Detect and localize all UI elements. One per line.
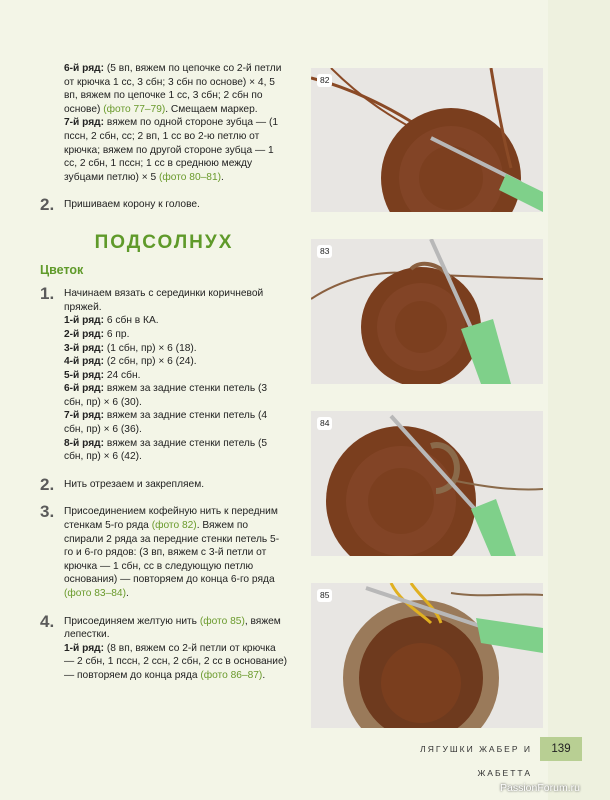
row-text: вяжем за задние стенки петель (5 сбн, пр) × 6 (42). bbox=[64, 437, 268, 463]
row-label: 1-й ряд: bbox=[64, 315, 105, 327]
row-6-instruction bbox=[40, 62, 288, 116]
photo-ref: (фото 80–81) bbox=[159, 171, 222, 183]
step-2-cut bbox=[40, 474, 288, 494]
photo-83 bbox=[311, 239, 543, 384]
step-text: Нить отрезаем и закрепляем. bbox=[64, 478, 205, 490]
photo-ref: (фото 83–84) bbox=[64, 588, 126, 599]
crochet-photo-84-image bbox=[311, 411, 543, 556]
flower-row-3 bbox=[64, 342, 288, 356]
row-tail: . bbox=[262, 669, 266, 681]
row-text: вяжем за задние стенки петель (3 сбн, пр) × 6 (30). bbox=[64, 383, 268, 408]
watermark-site: PassionForum.ru bbox=[500, 782, 580, 794]
petal-row-1 bbox=[64, 642, 288, 683]
crochet-photo-85-image bbox=[311, 583, 543, 728]
photo-ref: (фото 85) bbox=[199, 615, 245, 627]
step-text: Пришиваем корону к голове. bbox=[64, 199, 200, 211]
page-number: 139 bbox=[540, 737, 582, 761]
step-4-yellow bbox=[40, 611, 288, 683]
page-margin-band bbox=[548, 0, 610, 800]
flower-row-8 bbox=[64, 437, 288, 464]
photo-number-badge: 84 bbox=[317, 417, 332, 430]
step-3-coffee bbox=[40, 502, 288, 600]
row-label: 3-й ряд: bbox=[64, 342, 105, 354]
row-label: 7-й ряд: bbox=[64, 410, 105, 422]
step-number: 2. bbox=[40, 195, 55, 215]
row-text: 6 сбн в КА. bbox=[106, 315, 159, 327]
row-text: (8 вп, вяжем со 2-й петли от крючка — 2 сбн, 1 пссн, 2 ссн, 2 сбн, 2 сс в основание) — повторяем до конца ряда bbox=[64, 642, 288, 681]
row-text: 6 пр. bbox=[106, 328, 130, 340]
step-number: 1. bbox=[40, 284, 55, 304]
row-label: 6-й ряд: bbox=[64, 63, 105, 74]
step-number: 3. bbox=[40, 502, 55, 522]
row-label: 7-й ряд: bbox=[64, 117, 105, 129]
photo-85 bbox=[311, 583, 543, 728]
flower-row-2 bbox=[64, 328, 288, 342]
row-tail: . bbox=[221, 171, 224, 183]
row-label: 1-й ряд: bbox=[64, 642, 105, 654]
step-text: Присоединяем желтую нить bbox=[64, 615, 197, 627]
step-text: . Вяжем по спирали 2 ряда за передние стенки петель 5-го и 6-го рядов: (3 вп, вяжем с 3-й петли от крючка — 1 сбн, сс в следующую петлю основания) — повторяем до конца 6-го ряда bbox=[64, 520, 280, 586]
photo-ref: (фото 77–79) bbox=[103, 103, 166, 115]
row-text: вяжем по одной стороне зубца — (1 пссн, 2 сбн, сс; 2 вп, 1 сс во 2-ю петлю от крючка; вяжем по другой стороне зубца — 1 сс, 2 сбн, 1 пссн; 1 сс в среднюю между зубцами петлю) × 5 bbox=[64, 117, 279, 183]
photo-84 bbox=[311, 411, 543, 556]
crochet-photo-82-image bbox=[311, 68, 543, 212]
subsection-heading: Цветок bbox=[40, 262, 84, 277]
row-label: 6-й ряд: bbox=[64, 383, 105, 395]
section-heading: ПОДСОЛНУХ bbox=[94, 231, 234, 253]
flower-row-6 bbox=[64, 382, 288, 409]
row-text: (1 сбн, пр) × 6 (18). bbox=[106, 342, 197, 354]
row-text: 24 сбн. bbox=[106, 369, 141, 381]
step-text: Присоединением кофейную нить к передним стенкам 5-го ряда bbox=[64, 506, 278, 532]
photo-ref: (фото 86–87) bbox=[200, 669, 263, 681]
photo-number-badge: 85 bbox=[317, 589, 332, 602]
row-tail: . Смещаем маркер. bbox=[165, 103, 258, 115]
row-text: (5 вп, вяжем по цепочке со 2-й петли от крючка 1 сс, 3 сбн; 3 сбн по основе) × 4, 5 вп, вяжем по цепочке 1 сс, 3 сбн; 2 сбн по основе) bbox=[64, 63, 282, 115]
step-text: , вяжем лепестки. bbox=[64, 615, 281, 641]
row-label: 5-й ряд: bbox=[64, 369, 105, 381]
photo-number-badge: 82 bbox=[317, 74, 332, 87]
crochet-photo-83-image bbox=[311, 239, 543, 384]
photo-82 bbox=[311, 68, 543, 212]
photo-ref: (фото 82) bbox=[151, 520, 197, 532]
step-2-crown bbox=[40, 195, 288, 215]
step-tail: . bbox=[126, 588, 129, 599]
step-text: Начинаем вязать с серединки коричневой пряжей. bbox=[64, 288, 264, 313]
flower-row-7 bbox=[64, 409, 288, 436]
running-footer-title: ЛЯГУШКИ ЖАБЕР И ЖАБЕТТА bbox=[420, 744, 532, 778]
step-number: 2. bbox=[40, 474, 55, 494]
flower-row-5 bbox=[64, 369, 288, 383]
flower-row-1 bbox=[64, 314, 288, 328]
row-label: 4-й ряд: bbox=[64, 356, 105, 368]
flower-row-4 bbox=[64, 355, 288, 369]
instructions-column bbox=[40, 62, 288, 683]
row-text: вяжем за задние стенки петель (4 сбн, пр) × 6 (36). bbox=[64, 410, 268, 436]
row-text: (2 сбн, пр) × 6 (24). bbox=[106, 356, 197, 368]
row-label: 2-й ряд: bbox=[64, 328, 105, 340]
photo-number-badge: 83 bbox=[317, 245, 332, 258]
row-label: 8-й ряд: bbox=[64, 437, 105, 449]
step-number: 4. bbox=[40, 611, 55, 631]
row-7-instruction bbox=[40, 116, 288, 184]
step-1-center bbox=[40, 284, 288, 464]
